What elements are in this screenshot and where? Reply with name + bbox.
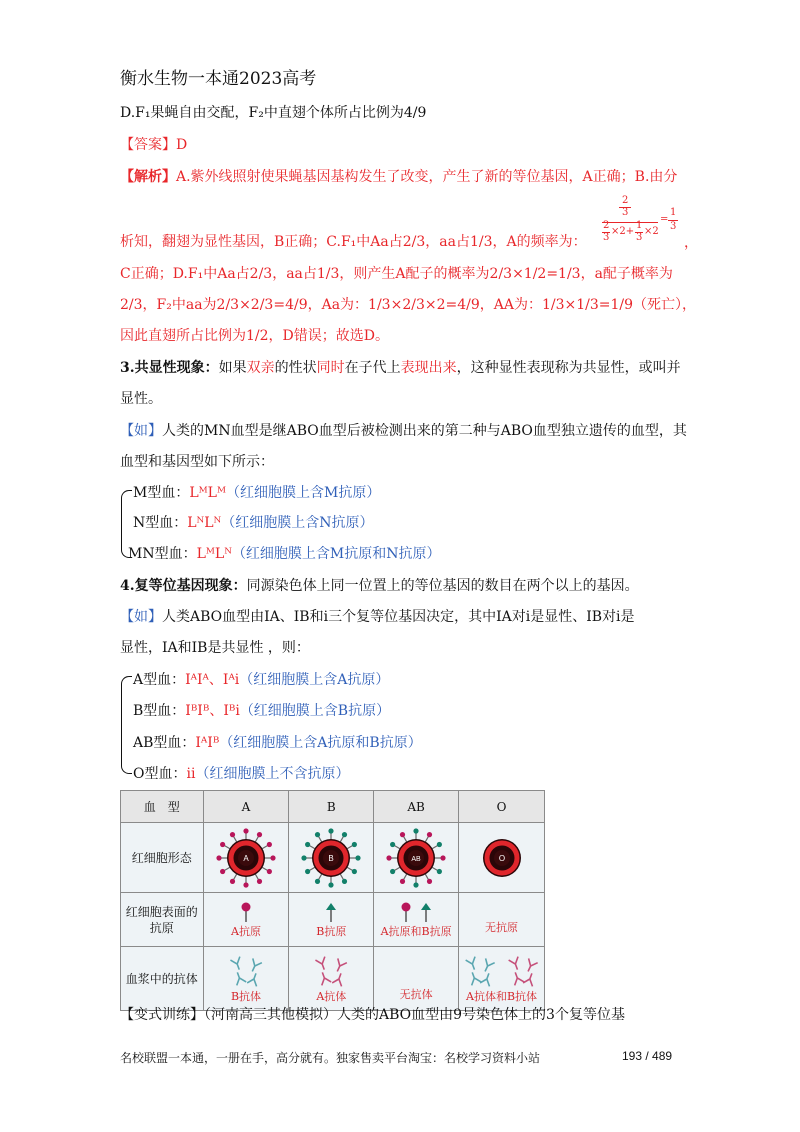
mn-item-genotype: LᴺLᴺ: [187, 515, 222, 531]
answer-line: [120, 135, 187, 155]
antibody-label: A抗体: [316, 989, 347, 1003]
footer-text: 名校联盟一本通，一册在手，高分就有。独家售卖平台淘宝：名校学习资料小站: [120, 1051, 541, 1065]
table-row-cell-shape: [121, 823, 545, 893]
formula-res-den: 3: [670, 221, 677, 232]
section4-t1: 同源染色体上同一位置上的等位基因的数目在两个以上的基因。: [246, 578, 639, 594]
section3-example-line-1: [120, 421, 687, 441]
abo-item-label: AB型血：: [133, 735, 196, 751]
section4-example-line-2: 显性，IA和IB是共显性 ，则：: [120, 640, 310, 656]
mn-item-m: [133, 483, 380, 503]
analysis-line-3: C正确；D.F₁中Aa占2/3，aa占1/3，则产生A配子的概率为2/3×1/2=1/3，a配子概率为: [120, 266, 673, 282]
svg-text:A: A: [243, 853, 249, 863]
formula-eq: =: [660, 214, 669, 225]
answer-value: D: [176, 137, 188, 153]
section4-title: 4.复等位基因现象：: [120, 578, 247, 594]
abo-item-desc: （红细胞膜上不含抗原）: [195, 766, 350, 782]
antigen-label: A抗原和B抗原: [380, 924, 452, 938]
table-header-cell: 血 型: [121, 791, 204, 823]
abo-item-b: [133, 701, 390, 721]
abo-item-o: [133, 764, 349, 784]
table-header-cell: B: [289, 791, 374, 823]
abo-blood-type-table: [120, 790, 545, 1011]
section3-t2: 双亲: [246, 360, 275, 376]
abo-item-genotype: IᴮIᴮ、Iᴮi: [185, 703, 240, 719]
page-number: 193 / 489: [622, 1049, 673, 1063]
antigen-ab-cell: [374, 893, 459, 947]
section3-t3: 的性状: [274, 360, 317, 376]
mn-item-label: M型血：: [133, 485, 190, 501]
formula-mid-den: 3: [603, 232, 610, 243]
mn-item-desc: （红细胞膜上含M抗原和N抗原）: [231, 546, 441, 562]
table-header-cell: AB: [374, 791, 459, 823]
mn-item-label: MN型血：: [128, 546, 197, 562]
antigen-ab-icon: [394, 901, 438, 923]
abo-item-ab: [133, 733, 422, 753]
table-row-antibody: [121, 947, 545, 1011]
mn-item-desc: （红细胞膜上含N抗原）: [221, 515, 374, 531]
table-header-row: [121, 791, 545, 823]
antigen-a-cell: [203, 893, 289, 947]
table-row-label: 血浆中的抗体: [121, 947, 204, 1011]
answer-tag: 【答案】: [120, 137, 176, 153]
antibody-o-cell: [459, 947, 545, 1011]
cell-o-image: [459, 823, 545, 893]
analysis-line-5: 因此直翅所占比例为1/2，D错误；故选D。: [120, 328, 389, 344]
red-blood-cell-o-icon: [472, 828, 532, 888]
section3-example-text-1: 人类的MN血型是继ABO血型后被检测出来的第二种与ABO血型独立遗传的血型，其: [162, 423, 687, 439]
cell-b-image: [289, 823, 374, 893]
table-header-cell: O: [459, 791, 545, 823]
section3-t4: 同时: [316, 360, 345, 376]
analysis-line-4: 2/3，F₂中aa为2/3×2/3=4/9，Aa为：1/3×2/3×2=4/9，AA为：1/3×1/3=1/9（死亡），: [120, 297, 697, 313]
abo-item-desc: （红细胞膜上含A抗原）: [239, 672, 390, 688]
abo-item-desc: （红细胞膜上含A抗原和B抗原）: [219, 735, 422, 751]
antibody-a-icon: [504, 954, 542, 988]
formula-mid2-den: 3: [636, 232, 643, 243]
antigen-o-cell: [459, 893, 545, 947]
section3-example-tag: 【如】: [120, 423, 162, 439]
antibody-ab-cell: [374, 947, 459, 1011]
mn-item-genotype: LᴹLᴺ: [196, 546, 232, 562]
section3-t6: 表现出来: [400, 360, 457, 376]
formula-mid: 2: [603, 220, 610, 231]
section3-title: 3.共显性现象：: [120, 360, 219, 376]
cell-ab-image: [374, 823, 459, 893]
option-d: D.F₁果蝇自由交配，F₂中直翅个体所占比例为4/9: [120, 105, 427, 121]
abo-item-label: B型血：: [133, 703, 186, 719]
section3-example-line-2: 血型和基因型如下所示：: [120, 454, 274, 470]
frequency-formula: [602, 195, 684, 245]
mn-item-desc: （红细胞膜上含M抗原）: [226, 485, 381, 501]
formula-times1: ×2+: [611, 226, 635, 237]
section3-line-1: [120, 358, 681, 378]
antibody-label: B抗体: [230, 989, 262, 1003]
svg-text:O: O: [498, 853, 505, 863]
antigen-label: 无抗原: [485, 920, 519, 934]
antibody-b-cell: [289, 947, 374, 1011]
abo-item-genotype: IᴬIᴮ: [195, 735, 220, 751]
section4-example-line-1: [120, 607, 635, 627]
analysis-text-1: A.紫外线照射使果蝇基因基构发生了改变，产生了新的等位基因，A正确；B.由分: [176, 169, 678, 185]
analysis-line-2: 析知，翻翅为显性基因，B正确；C.F₁中Aa占2/3，aa占1/3，A的频率为：: [120, 234, 587, 250]
section3-t1: 如果: [218, 360, 247, 376]
red-blood-cell-ab-icon: [386, 828, 446, 888]
abo-item-genotype: ii: [186, 766, 196, 782]
abo-item-a: [133, 670, 389, 690]
section4-line-1: [120, 576, 639, 596]
mn-item-mn: [128, 544, 441, 564]
table-row-antigen: [121, 893, 545, 947]
table-header-cell: A: [203, 791, 289, 823]
antigen-b-icon: [321, 901, 341, 923]
antibody-b-icon: [224, 954, 268, 988]
cell-a-image: [203, 823, 289, 893]
formula-mid2: 1: [636, 220, 643, 231]
mn-item-n: [133, 513, 374, 533]
section3-t5: 在子代上: [344, 360, 401, 376]
antigen-b-cell: [289, 893, 374, 947]
formula-times2: ×2: [644, 226, 659, 237]
antibody-a-icon: [309, 954, 353, 988]
antigen-label: B抗原: [316, 924, 347, 938]
mn-item-genotype: LᴹLᴹ: [189, 485, 226, 501]
antibody-b-icon: [461, 954, 499, 988]
section3-line-2: 显性。: [120, 391, 162, 407]
section4-example-text-1: 人类ABO血型由IA、IB和i三个复等位基因决定，其中IA对i是显性、IB对i是: [162, 609, 635, 625]
antibody-a-cell: [203, 947, 289, 1011]
table-row-label: 红细胞表面的抗原: [121, 893, 204, 947]
variant-line: [120, 1005, 625, 1025]
red-blood-cell-b-icon: [301, 828, 361, 888]
red-blood-cell-a-icon: [216, 828, 276, 888]
formula-res-num: 1: [670, 207, 677, 218]
mn-item-label: N型血：: [133, 515, 188, 531]
analysis-line-2-end: ，: [684, 235, 698, 251]
formula-top-num: 2: [622, 195, 629, 206]
formula-top-den: 3: [622, 207, 629, 218]
analysis-line-1: [120, 167, 677, 187]
abo-item-label: O型血：: [133, 766, 187, 782]
svg-text:AB: AB: [411, 855, 421, 863]
antibody-label: 无抗体: [399, 987, 433, 1001]
abo-brace: [121, 676, 132, 774]
antibody-label: A抗体和B抗体: [466, 989, 538, 1003]
section4-example-tag: 【如】: [120, 609, 162, 625]
abo-item-label: A型血：: [133, 672, 186, 688]
analysis-tag: 【解析】: [120, 169, 176, 185]
svg-text:B: B: [328, 853, 334, 863]
variant-tag: 【变式训练】: [120, 1007, 204, 1023]
antigen-label: A抗原: [231, 924, 261, 938]
table-row-label: 红细胞形态: [121, 823, 204, 893]
antigen-a-icon: [236, 901, 256, 923]
variant-text: （河南高三其他模拟）人类的ABO血型由9号染色体上的3个复等位基: [204, 1007, 625, 1023]
abo-item-genotype: IᴬIᴬ、Iᴬi: [185, 672, 240, 688]
page-header-title: 衡水生物一本通2023高考: [120, 69, 317, 89]
abo-item-desc: （红细胞膜上含B抗原）: [239, 703, 391, 719]
section3-t7: ，这种显性表现称为共显性，或叫并: [456, 360, 681, 376]
